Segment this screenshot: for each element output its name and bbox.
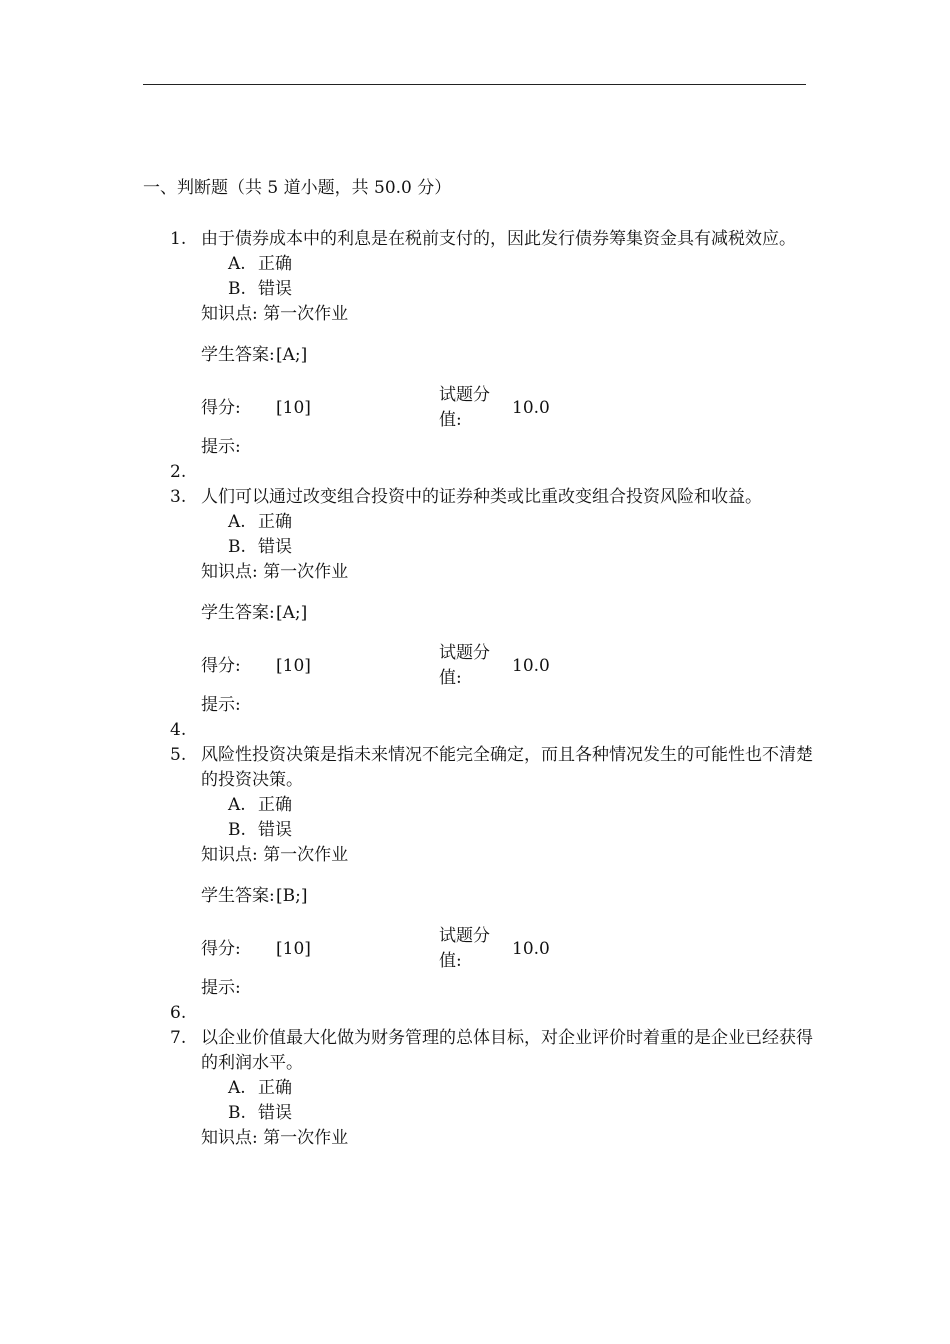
- knowledge-point: 知识点: 第一次作业: [201, 304, 349, 324]
- question-number: 4.: [170, 720, 187, 740]
- student-answer-label: 学生答案:: [201, 602, 275, 623]
- option-a[interactable]: A. 正确: [228, 1078, 292, 1098]
- score-row: [201, 382, 815, 434]
- question-number: 3.: [170, 487, 187, 507]
- question-4: [165, 718, 815, 743]
- score-label: 得分:: [201, 938, 241, 959]
- question-value-label: 试题分值:: [439, 926, 490, 971]
- student-answer-value: [A;]: [276, 344, 308, 365]
- option-b[interactable]: B. 错误: [228, 279, 292, 299]
- question-5: [165, 743, 815, 1001]
- question-list: [165, 227, 815, 1151]
- question-stem: 人们可以通过改变组合投资中的证券种类或比重改变组合投资风险和收益。: [201, 487, 762, 507]
- student-answer-row: [201, 328, 815, 382]
- tips-label: 提示:: [201, 978, 241, 998]
- question-number: 7.: [170, 1028, 187, 1048]
- question-3: [165, 485, 815, 718]
- student-answer-row: [201, 869, 815, 923]
- question-stem: 以企业价值最大化做为财务管理的总体目标，对企业评价时着重的是企业已经获得的利润水平。: [201, 1028, 813, 1073]
- score-label: 得分:: [201, 397, 241, 418]
- header-rule: [143, 84, 806, 85]
- question-number: 5.: [170, 745, 187, 765]
- option-a[interactable]: A. 正确: [228, 512, 292, 532]
- score-value: [10]: [276, 655, 311, 676]
- question-value: 10.0: [512, 938, 550, 959]
- knowledge-point: 知识点: 第一次作业: [201, 1128, 349, 1148]
- student-answer-value: [A;]: [276, 602, 308, 623]
- score-row: [201, 923, 815, 975]
- student-answer-label: 学生答案:: [201, 344, 275, 365]
- question-2: [165, 460, 815, 485]
- section-title: 一、判断题（共 5 道小题，共 50.0 分）: [143, 178, 452, 198]
- question-stem: 风险性投资决策是指未来情况不能完全确定，而且各种情况发生的可能性也不清楚的投资决策。: [201, 745, 813, 790]
- question-number: 1.: [170, 229, 187, 249]
- question-value-label: 试题分值:: [439, 643, 490, 688]
- student-answer-value: [B;]: [276, 885, 308, 906]
- option-b[interactable]: B. 错误: [228, 820, 292, 840]
- score-value: [10]: [276, 938, 311, 959]
- question-value: 10.0: [512, 397, 550, 418]
- question-number: 2.: [170, 462, 187, 482]
- student-answer-row: [201, 586, 815, 640]
- question-value: 10.0: [512, 655, 550, 676]
- option-a[interactable]: A. 正确: [228, 254, 292, 274]
- knowledge-point: 知识点: 第一次作业: [201, 562, 349, 582]
- score-value: [10]: [276, 397, 311, 418]
- question-number: 6.: [170, 1003, 187, 1023]
- question-stem: 由于债券成本中的利息是在税前支付的，因此发行债券筹集资金具有减税效应。: [201, 229, 796, 249]
- question-value-label: 试题分值:: [439, 385, 490, 430]
- score-label: 得分:: [201, 655, 241, 676]
- question-7: [165, 1026, 815, 1151]
- question-6: [165, 1001, 815, 1026]
- student-answer-label: 学生答案:: [201, 885, 275, 906]
- score-row: [201, 640, 815, 692]
- knowledge-point: 知识点: 第一次作业: [201, 845, 349, 865]
- option-a[interactable]: A. 正确: [228, 795, 292, 815]
- tips-label: 提示:: [201, 437, 241, 457]
- tips-label: 提示:: [201, 695, 241, 715]
- option-b[interactable]: B. 错误: [228, 537, 292, 557]
- question-1: [165, 227, 815, 460]
- option-b[interactable]: B. 错误: [228, 1103, 292, 1123]
